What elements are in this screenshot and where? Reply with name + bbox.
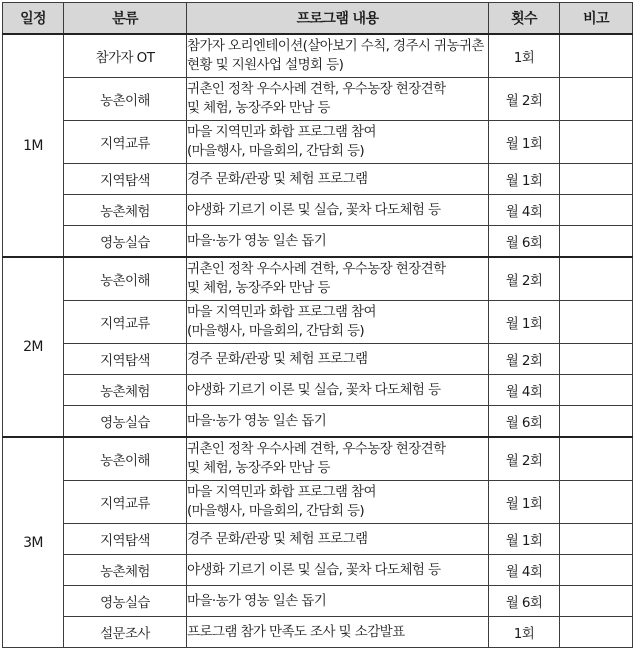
category-cell: 농촌이해 <box>64 437 187 481</box>
note-cell <box>560 617 633 648</box>
note-cell <box>560 164 633 195</box>
category-cell: 영농실습 <box>64 406 187 438</box>
content-cell <box>187 121 489 164</box>
content-cell <box>187 524 489 555</box>
note-cell <box>560 344 633 375</box>
content-line: 야생화 기르기 이론 및 실습, 꽃차 다도체험 등 <box>187 561 441 578</box>
content-line: 귀촌인 정착 우수사례 견학, 우수농장 현장견학 <box>187 81 446 97</box>
content-cell <box>187 375 489 406</box>
content-line: (마을행사, 마을회의, 간담회 등) <box>187 143 365 159</box>
category-cell: 지역교류 <box>64 301 187 344</box>
period-group <box>3 34 633 257</box>
note-cell <box>560 375 633 406</box>
content-cell <box>187 34 489 78</box>
content-line: 야생화 기르기 이론 및 실습, 꽃차 다도체험 등 <box>187 381 441 398</box>
content-line: 참가자 오리엔테이션(살아보기 수칙, 경주시 귀농귀촌 <box>187 38 484 54</box>
content-line: 경주 문화/관광 및 체험 프로그램 <box>187 530 368 547</box>
note-cell <box>560 481 633 524</box>
period-cell: 2M <box>3 257 64 437</box>
content-line: 경주 문화/관광 및 체험 프로그램 <box>187 170 368 187</box>
note-cell <box>560 586 633 617</box>
period-cell: 3M <box>3 437 64 648</box>
content-line: (마을행사, 마을회의, 간담회 등) <box>187 503 365 519</box>
category-cell: 농촌이해 <box>64 78 187 121</box>
category-cell: 영농실습 <box>64 586 187 617</box>
category-cell: 농촌체험 <box>64 195 187 226</box>
category-cell: 지역교류 <box>64 121 187 164</box>
note-cell <box>560 226 633 258</box>
header-note: 비고 <box>560 3 633 35</box>
table-row <box>3 34 633 78</box>
count-cell: 월 1회 <box>489 121 560 164</box>
period-group <box>3 257 633 437</box>
count-cell: 월 4회 <box>489 195 560 226</box>
content-line: 야생화 기르기 이론 및 실습, 꽃차 다도체험 등 <box>187 201 441 218</box>
content-line: 및 체험, 농장주와 만남 등 <box>187 460 330 476</box>
count-cell: 월 4회 <box>489 555 560 586</box>
table-row <box>3 195 633 226</box>
content-line: 마을 지역민과 화합 프로그램 참여 <box>187 124 376 140</box>
content-cell <box>187 437 489 481</box>
table-row <box>3 524 633 555</box>
table-row <box>3 344 633 375</box>
count-cell: 월 1회 <box>489 481 560 524</box>
content-cell <box>187 301 489 344</box>
content-cell <box>187 555 489 586</box>
note-cell <box>560 524 633 555</box>
content-cell <box>187 226 489 258</box>
content-cell <box>187 195 489 226</box>
category-cell: 영농실습 <box>64 226 187 258</box>
count-cell: 월 2회 <box>489 78 560 121</box>
content-line: 마을 지역민과 화합 프로그램 참여 <box>187 484 376 500</box>
note-cell <box>560 406 633 438</box>
count-cell: 월 1회 <box>489 301 560 344</box>
category-cell: 농촌체험 <box>64 555 187 586</box>
table-row <box>3 257 633 301</box>
note-cell <box>560 195 633 226</box>
count-cell: 월 6회 <box>489 586 560 617</box>
table-row <box>3 78 633 121</box>
table-row <box>3 406 633 438</box>
content-cell <box>187 257 489 301</box>
content-line: 및 체험, 농장주와 만남 등 <box>187 100 330 116</box>
content-line: 귀촌인 정착 우수사례 견학, 우수농장 현장견학 <box>187 261 446 277</box>
content-cell <box>187 78 489 121</box>
category-cell: 지역탐색 <box>64 344 187 375</box>
content-line: 마을·농가 영농 일손 돕기 <box>187 412 327 429</box>
count-cell: 월 1회 <box>489 164 560 195</box>
content-cell <box>187 481 489 524</box>
table-row <box>3 555 633 586</box>
content-line: 마을·농가 영농 일손 돕기 <box>187 232 327 249</box>
category-cell: 농촌체험 <box>64 375 187 406</box>
note-cell <box>560 34 633 78</box>
note-cell <box>560 437 633 481</box>
table-row <box>3 586 633 617</box>
count-cell: 1회 <box>489 617 560 648</box>
header-category: 분류 <box>64 3 187 35</box>
count-cell: 월 2회 <box>489 344 560 375</box>
table-row <box>3 617 633 648</box>
count-cell: 1회 <box>489 34 560 78</box>
count-cell: 월 6회 <box>489 406 560 438</box>
content-line: 마을 지역민과 화합 프로그램 참여 <box>187 304 376 320</box>
table-row <box>3 481 633 524</box>
header-content: 프로그램 내용 <box>187 3 489 35</box>
period-group <box>3 437 633 648</box>
content-line: 경주 문화/관광 및 체험 프로그램 <box>187 350 368 367</box>
table-row <box>3 437 633 481</box>
note-cell <box>560 121 633 164</box>
category-cell: 지역교류 <box>64 481 187 524</box>
period-cell: 1M <box>3 34 64 257</box>
content-line: 및 체험, 농장주와 만남 등 <box>187 280 330 296</box>
category-cell: 농촌이해 <box>64 257 187 301</box>
category-cell: 설문조사 <box>64 617 187 648</box>
program-schedule-table <box>2 2 633 648</box>
table-row <box>3 226 633 258</box>
header-period: 일정 <box>3 3 64 35</box>
category-cell: 지역탐색 <box>64 164 187 195</box>
note-cell <box>560 555 633 586</box>
content-line: 마을·농가 영농 일손 돕기 <box>187 592 327 609</box>
count-cell: 월 6회 <box>489 226 560 258</box>
count-cell: 월 1회 <box>489 524 560 555</box>
count-cell: 월 4회 <box>489 375 560 406</box>
table-row <box>3 121 633 164</box>
table-row <box>3 164 633 195</box>
count-cell: 월 2회 <box>489 437 560 481</box>
content-cell <box>187 344 489 375</box>
category-cell: 지역탐색 <box>64 524 187 555</box>
category-cell: 참가자 OT <box>64 34 187 78</box>
content-cell <box>187 406 489 438</box>
content-line: 프로그램 참가 만족도 조사 및 소감발표 <box>187 623 405 640</box>
table-row <box>3 301 633 344</box>
table-header <box>3 3 633 35</box>
content-line: (마을행사, 마을회의, 간담회 등) <box>187 323 365 339</box>
header-count: 횟수 <box>489 3 560 35</box>
content-line: 귀촌인 정착 우수사례 견학, 우수농장 현장견학 <box>187 441 446 457</box>
table-row <box>3 375 633 406</box>
content-cell <box>187 586 489 617</box>
count-cell: 월 2회 <box>489 257 560 301</box>
note-cell <box>560 78 633 121</box>
header-row <box>3 3 633 35</box>
note-cell <box>560 301 633 344</box>
content-cell <box>187 164 489 195</box>
content-line: 현황 및 지원사업 설명회 등) <box>187 57 344 73</box>
note-cell <box>560 257 633 301</box>
content-cell <box>187 617 489 648</box>
